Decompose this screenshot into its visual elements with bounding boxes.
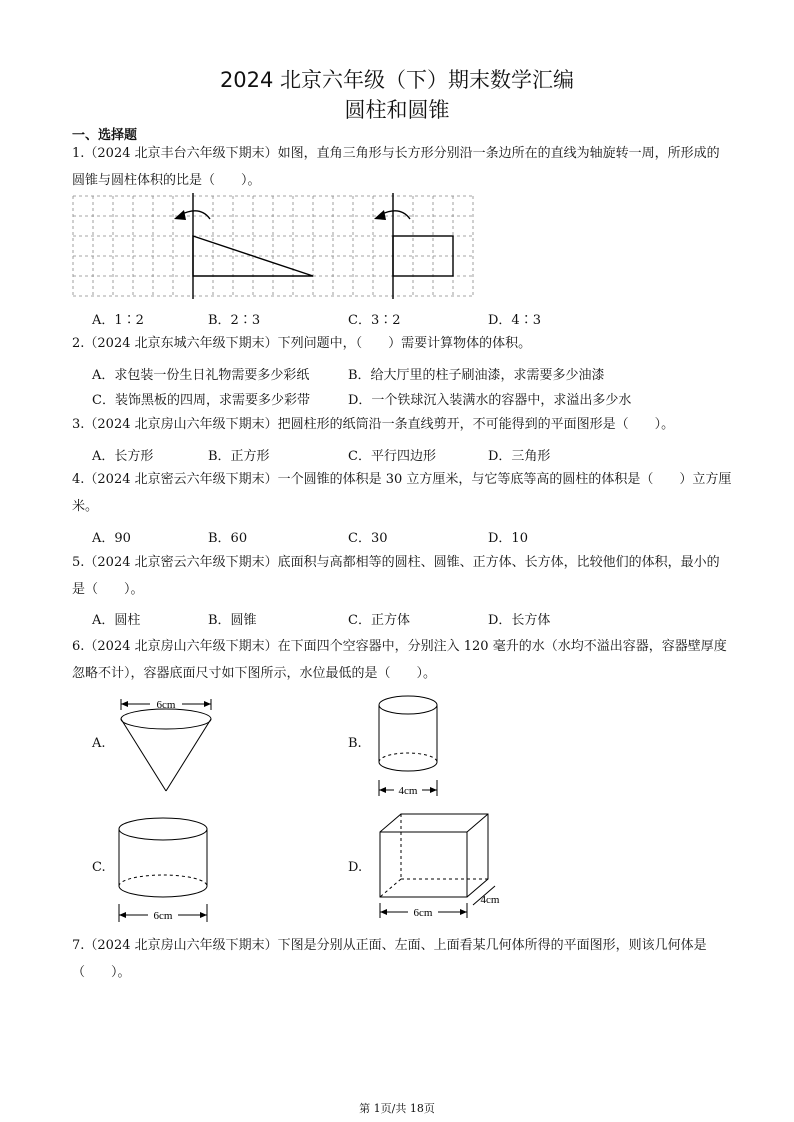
option-b[interactable]: B．2∶3	[208, 313, 261, 328]
option-a[interactable]: A．求包装一份生日礼物需要多少彩纸	[92, 368, 310, 383]
option-a[interactable]: A．长方形	[92, 449, 154, 464]
option-c[interactable]: C．平行四边形	[348, 449, 436, 464]
cuboid-container-figure	[370, 810, 510, 926]
option-a[interactable]: A．1∶2	[92, 313, 144, 328]
option-c[interactable]: C．30	[348, 531, 388, 546]
figure-label-c: C.	[92, 860, 106, 875]
cone-container-figure	[108, 696, 228, 796]
figure-label-a: A.	[92, 736, 106, 751]
dim-label-d-depth: 4cm	[480, 894, 500, 906]
option-d[interactable]: D．4∶3	[488, 313, 541, 328]
dim-label-c: 6cm	[153, 910, 173, 922]
question-3: 3.（2024 北京房山六年级下期末）把圆柱形的纸筒沿一条直线剪开，不可能得到的平面图形是（ ）。	[72, 417, 675, 432]
option-b[interactable]: B．给大厅里的柱子刷油漆，求需要多少油漆	[348, 368, 605, 383]
option-a[interactable]: A．圆柱	[92, 613, 141, 628]
question-6: 6.（2024 北京房山六年级下期末）在下面四个空容器中，分别注入 120 毫升的水（水均不溢出容器，容器壁厚度忽略不计），容器底面尺寸如下图所示，水位最低的是（ ）。	[72, 639, 727, 681]
option-c[interactable]: C．正方体	[348, 613, 410, 628]
question-7: 7.（2024 北京房山六年级下期末）下图是分别从正面、左面、上面看某几何体所得的平面图形，则该几何体是（ ）。	[72, 938, 707, 980]
question-1: 1.（2024 北京丰台六年级下期末）如图，直角三角形与长方形分别沿一条边所在的直线为轴旋转一周，所形成的圆锥与圆柱体积的比是（ ）。	[72, 146, 720, 188]
page-footer: 第 1页/共 18页	[359, 1102, 435, 1115]
question-2: 2.（2024 北京东城六年级下期末）下列问题中，（ ）需要计算物体的体积。	[72, 336, 532, 351]
dim-label-d-width: 6cm	[413, 907, 433, 919]
option-c[interactable]: C．3∶2	[348, 313, 401, 328]
document-title: 2024 北京六年级（下）期末数学汇编	[219, 68, 575, 92]
wide-cylinder-figure	[110, 810, 220, 926]
option-b[interactable]: B．正方形	[208, 449, 270, 464]
option-d[interactable]: D．长方体	[488, 613, 551, 628]
option-d[interactable]: D．一个铁球沉入装满水的容器中，求溢出多少水	[348, 393, 632, 408]
rotation-grid-figure	[70, 193, 476, 299]
dim-label-a: 6cm	[156, 699, 176, 711]
option-d[interactable]: D．三角形	[488, 449, 551, 464]
section-heading: 一、选择题	[72, 128, 138, 143]
figure-label-b: B.	[348, 736, 362, 751]
narrow-cylinder-figure	[370, 688, 450, 800]
option-b[interactable]: B．圆锥	[208, 613, 257, 628]
option-a[interactable]: A．90	[92, 531, 131, 546]
question-5: 5.（2024 北京密云六年级下期末）底面积与高都相等的圆柱、圆锥、正方体、长方体，比较他们的体积，最小的是（ ）。	[72, 555, 720, 597]
question-4: 4.（2024 北京密云六年级下期末）一个圆锥的体积是 30 立方厘米，与它等底等高的圆柱的体积是（ ）立方厘米。	[72, 472, 732, 514]
option-c[interactable]: C．装饰黑板的四周，求需要多少彩带	[92, 393, 310, 408]
document-subtitle: 圆柱和圆锥	[344, 98, 450, 122]
dim-label-b: 4cm	[398, 785, 418, 797]
figure-label-d: D.	[348, 860, 363, 875]
option-d[interactable]: D．10	[488, 531, 528, 546]
option-b[interactable]: B．60	[208, 531, 248, 546]
